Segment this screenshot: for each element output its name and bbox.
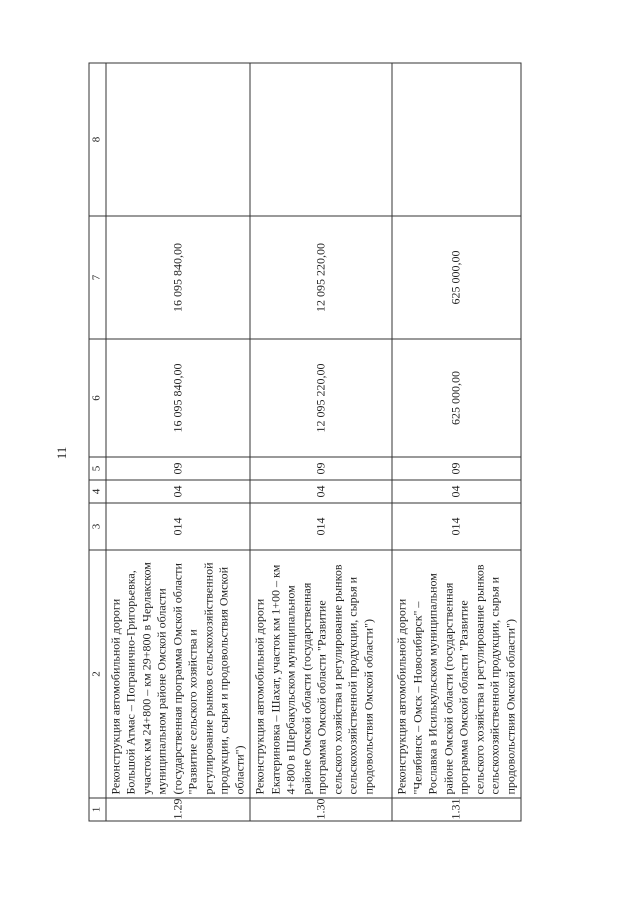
- row-number: 1.29: [106, 798, 251, 821]
- row-description: Реконструкция автомобильной дороги Екатериновка – Шахат, участок км 1+00 – км 4+800 в Шербакульском муниципальном районе Омской области (государственная программа Омской области "Развитие сельского хозяйства и регулирование рынков сельскохозяйственной продукции, сырья и продовольствия Омской области"): [250, 550, 392, 798]
- code-cell: 09: [106, 457, 251, 480]
- header-cell: 4: [89, 480, 106, 503]
- header-cell: 7: [89, 216, 106, 339]
- row-description: Реконструкция автомобильной дороги "Челябинск – Омск – Новосибирск" – Рославка в Исилькульском муниципальном районе Омской области (государственная программа Омской области "Развитие сельского хозяйства и регулирование рынков сельскохозяйственной продукции, сырья и продовольствия Омской области"): [392, 550, 521, 798]
- header-row: [89, 63, 106, 821]
- table-row: [392, 63, 521, 821]
- amount-cell: 16 095 840,00: [106, 216, 251, 339]
- header-cell: 1: [89, 798, 106, 821]
- header-cell: 2: [89, 550, 106, 798]
- header-cell: 5: [89, 457, 106, 480]
- budget-table-rotated: [89, 64, 517, 822]
- budget-table: [89, 63, 522, 822]
- amount-cell: 12 095 220,00: [250, 339, 392, 457]
- page-number: 11: [54, 446, 69, 460]
- amount-cell: 625 000,00: [392, 339, 521, 457]
- code-cell: 014: [392, 503, 521, 550]
- code-cell: 04: [106, 480, 251, 503]
- amount-cell: 12 095 220,00: [250, 216, 392, 339]
- amount-cell: [392, 63, 521, 216]
- code-cell: 09: [392, 457, 521, 480]
- header-cell: 8: [89, 63, 106, 216]
- code-cell: 09: [250, 457, 392, 480]
- amount-cell: 16 095 840,00: [106, 339, 251, 457]
- header-cell: 3: [89, 503, 106, 550]
- amount-cell: [250, 63, 392, 216]
- header-cell: 6: [89, 339, 106, 457]
- code-cell: 014: [250, 503, 392, 550]
- row-number: 1.31: [392, 798, 521, 821]
- code-cell: 014: [106, 503, 251, 550]
- code-cell: 04: [250, 480, 392, 503]
- row-description: Реконструкция автомобильной дороги Большой Атмас – Погранично-Григорьевка, участок км 24+800 – км 29+800 в Черлакском муниципальном районе Омской области (государственная программа Омской области "Развитие сельского хозяйства и регулирование рынков сельскохозяйственной продукции, сырья и продовольствия Омской области"): [106, 550, 251, 798]
- code-cell: 04: [392, 480, 521, 503]
- table-row: [106, 63, 251, 821]
- row-number: 1.30: [250, 798, 392, 821]
- amount-cell: [106, 63, 251, 216]
- table-row: [250, 63, 392, 821]
- amount-cell: 625 000,00: [392, 216, 521, 339]
